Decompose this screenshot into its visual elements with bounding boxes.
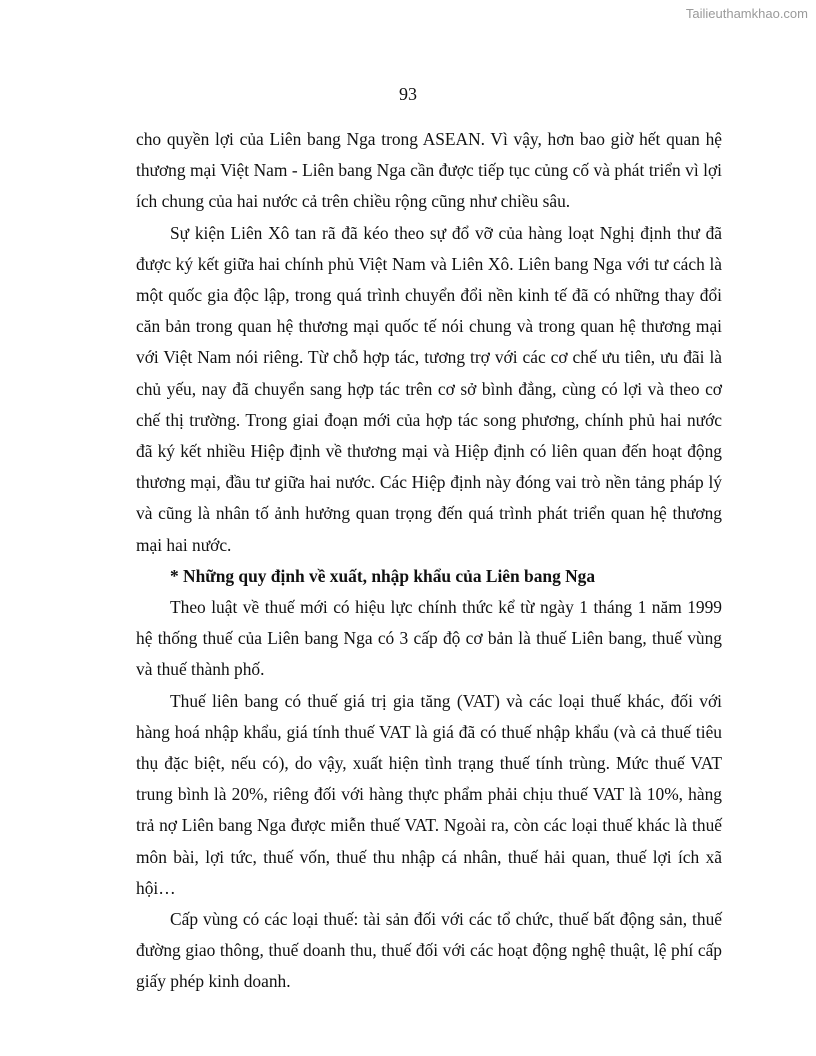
paragraph-continuation: cho quyền lợi của Liên bang Nga trong ASEAN. Vì vậy, hơn bao giờ hết quan hệ thương mại Việt Nam - Liên bang Nga cần được tiếp tục củng cố và phát triển vì lợi ích chung của hai nước cả trên chiều rộng cũng như chiều sâu. (136, 129, 722, 212)
document-body (136, 124, 722, 998)
page-number: 93 (399, 84, 417, 104)
watermark: Tailieuthamkhao.com (685, 6, 808, 21)
paragraph-tax-law: Theo luật về thuế mới có hiệu lực chính thức kể từ ngày 1 tháng 1 năm 1999 hệ thống thuế của Liên bang Nga có 3 cấp độ cơ bản là thuế Liên bang, thuế vùng và thuế thành phố. (136, 597, 722, 680)
paragraph-soviet-collapse: Sự kiện Liên Xô tan rã đã kéo theo sự đổ vỡ của hàng loạt Nghị định thư đã được ký kết giữa hai chính phủ Việt Nam và Liên Xô. Liên bang Nga với tư cách là một quốc gia độc lập, trong quá trình chuyển đổi nền kinh tế đã có những thay đổi căn bản trong quan hệ thương mại quốc tế nói chung và trong quan hệ thương mại với Việt Nam nói riêng. Từ chỗ hợp tác, tương trợ với các cơ chế ưu tiên, ưu đãi là chủ yếu, nay đã chuyển sang hợp tác trên cơ sở bình đẳng, cùng có lợi và theo cơ chế thị trường. Trong giai đoạn mới của hợp tác song phương, chính phủ hai nước đã ký kết nhiều Hiệp định về thương mại và Hiệp định có liên quan đến hoạt động thương mại, đầu tư giữa hai nước. Các Hiệp định này đóng vai trò nền tảng pháp lý và cũng là nhân tố ảnh hưởng quan trọng đến quá trình phát triển quan hệ thương mại hai nước. (136, 222, 722, 555)
paragraph-regional-tax: Cấp vùng có các loại thuế: tài sản đối với các tổ chức, thuế bất động sản, thuế đường giao thông, thuế doanh thu, thuế đối với các hoạt động nghệ thuật, lệ phí cấp giấy phép kinh doanh. (136, 909, 722, 992)
section-heading: * Những quy định về xuất, nhập khẩu của Liên bang Nga (170, 565, 596, 586)
paragraph-federal-tax: Thuế liên bang có thuế giá trị gia tăng (VAT) và các loại thuế khác, đối với hàng hoá nhập khẩu, giá tính thuế VAT là giá đã có thuế nhập khẩu (và cả thuế tiêu thụ đặc biệt, nếu có), do vậy, xuất hiện tình trạng thuế tính trùng. Mức thuế VAT trung bình là 20%, riêng đối với hàng thực phẩm phải chịu thuế VAT là 10%, hàng trả nợ Liên bang Nga được miễn thuế VAT. Ngoài ra, còn các loại thuế khác là thuế môn bài, lợi tức, thuế vốn, thuế thu nhập cá nhân, thuế hải quan, thuế lợi ích xã hội… (136, 690, 722, 898)
